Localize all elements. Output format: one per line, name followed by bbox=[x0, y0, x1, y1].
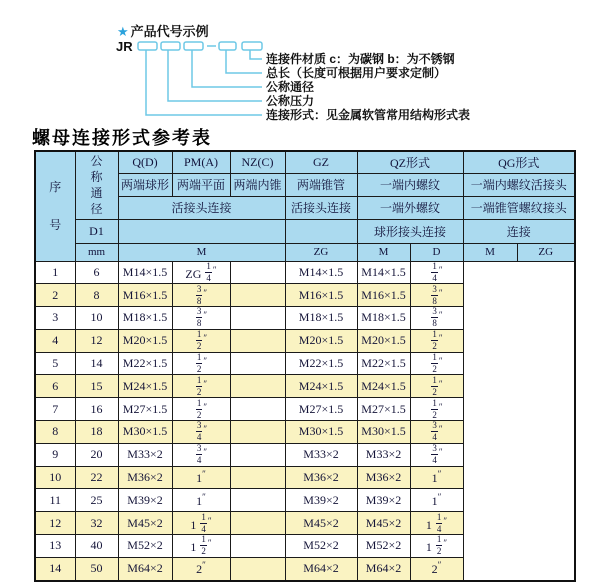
qz-d-cell: M22×1.5 bbox=[285, 352, 357, 375]
table-row bbox=[35, 512, 575, 535]
header-m-wide: M bbox=[118, 243, 285, 261]
qg-m-cell: M30×1.5 bbox=[357, 421, 410, 444]
gz-cell: $\frac{3}{8}$ ″ bbox=[172, 307, 230, 330]
product-code-legend bbox=[117, 21, 209, 40]
table-header bbox=[35, 151, 575, 261]
seq-cell: 3 bbox=[35, 307, 75, 330]
dn-cell: 50 bbox=[75, 557, 118, 580]
qg-m-cell: M36×2 bbox=[357, 466, 410, 489]
header-col-pm: PM(A) bbox=[172, 151, 230, 173]
gz-cell: 1 $\frac{1}{2}$ ″ bbox=[172, 535, 230, 558]
gz-cell: $\frac{1}{2}$ ″ bbox=[172, 329, 230, 352]
gz-cell: $\frac{3}{4}$ ″ bbox=[172, 421, 230, 444]
qg-zg-cell: $\frac{3}{4}$ ″ bbox=[410, 421, 463, 444]
seq-cell: 6 bbox=[35, 375, 75, 398]
header-col-nz: NZ(C) bbox=[230, 151, 285, 173]
gz-cell: $\frac{1}{2}$ ″ bbox=[172, 352, 230, 375]
m-cell: M18×1.5 bbox=[118, 307, 172, 330]
table-title: 螺母连接形式参考表 bbox=[32, 128, 212, 148]
code-prefix: JR bbox=[116, 39, 133, 54]
dn-cell: 20 bbox=[75, 443, 118, 466]
qg-zg-cell: 1 $\frac{1}{4}$ ″ bbox=[410, 512, 463, 535]
table-row bbox=[35, 284, 575, 307]
table-row bbox=[35, 443, 575, 466]
qz-d-cell: M30×1.5 bbox=[285, 421, 357, 444]
seq-cell: 8 bbox=[35, 421, 75, 444]
qg-zg-cell: $\frac{1}{2}$ ″ bbox=[410, 398, 463, 421]
header-col-q: Q(D) bbox=[118, 151, 172, 173]
m-cell: M22×1.5 bbox=[118, 352, 172, 375]
m-cell: M33×2 bbox=[118, 443, 172, 466]
qg-m-cell: M24×1.5 bbox=[357, 375, 410, 398]
dn-cell: 8 bbox=[75, 284, 118, 307]
qg-m-cell: M52×2 bbox=[357, 535, 410, 558]
qz-d-cell: M14×1.5 bbox=[285, 261, 357, 284]
connector-line bbox=[250, 50, 262, 59]
qz-m-cell bbox=[230, 557, 285, 580]
dn-cell: 15 bbox=[75, 375, 118, 398]
qz-d-cell: M36×2 bbox=[285, 466, 357, 489]
qz-d-cell: M39×2 bbox=[285, 489, 357, 512]
seq-cell: 10 bbox=[35, 466, 75, 489]
label-nominal-pressure: 公称压力 bbox=[266, 94, 315, 108]
label-total-length: 总长（长度可根据用户要求定制） bbox=[266, 66, 447, 80]
m-cell: M52×2 bbox=[118, 535, 172, 558]
qz-d-cell: M45×2 bbox=[285, 512, 357, 535]
m-cell: M20×1.5 bbox=[118, 329, 172, 352]
qg-m-cell: M33×2 bbox=[357, 443, 410, 466]
gz-cell: 1″ bbox=[172, 489, 230, 512]
header-sub-nz: 两端内锥 bbox=[230, 173, 285, 196]
table-row bbox=[35, 375, 575, 398]
code-box bbox=[161, 42, 180, 50]
dn-cell: 14 bbox=[75, 352, 118, 375]
qg-m-cell: M16×1.5 bbox=[357, 284, 410, 307]
qz-m-cell bbox=[230, 443, 285, 466]
qz-m-cell bbox=[230, 307, 285, 330]
qg-m-cell: M64×2 bbox=[357, 557, 410, 580]
qz-d-cell: M33×2 bbox=[285, 443, 357, 466]
header-qg-m: M bbox=[463, 243, 517, 261]
qz-m-cell bbox=[230, 398, 285, 421]
table-row bbox=[35, 421, 575, 444]
table-row bbox=[35, 489, 575, 512]
header-union-connect-gz: 活接头连接 bbox=[285, 196, 357, 219]
gz-cell: 1 $\frac{1}{4}$ ″ bbox=[172, 512, 230, 535]
seq-cell: 2 bbox=[35, 284, 75, 307]
table-row bbox=[35, 557, 575, 580]
header-qz-row4: 球形接头连接 bbox=[357, 219, 463, 243]
qg-zg-cell: 2″ bbox=[410, 557, 463, 580]
table-row bbox=[35, 329, 575, 352]
qz-m-cell bbox=[230, 329, 285, 352]
gz-cell: $\frac{3}{8}$ ″ bbox=[172, 284, 230, 307]
seq-cell: 4 bbox=[35, 329, 75, 352]
dn-cell: 18 bbox=[75, 421, 118, 444]
qz-d-cell: M16×1.5 bbox=[285, 284, 357, 307]
qz-m-cell bbox=[230, 535, 285, 558]
qg-zg-cell: $\frac{3}{8}$ ″ bbox=[410, 307, 463, 330]
qg-m-cell: M20×1.5 bbox=[357, 329, 410, 352]
dn-cell: 25 bbox=[75, 489, 118, 512]
connector-line bbox=[146, 50, 262, 115]
m-cell: M27×1.5 bbox=[118, 398, 172, 421]
header-d1: D1 bbox=[75, 219, 118, 243]
star-icon: ★ bbox=[117, 24, 129, 39]
qg-zg-cell: 1″ bbox=[410, 466, 463, 489]
dn-cell: 16 bbox=[75, 398, 118, 421]
qz-d-cell: M52×2 bbox=[285, 535, 357, 558]
qg-m-cell: M18×1.5 bbox=[357, 307, 410, 330]
table-body bbox=[35, 261, 575, 581]
header-mm: mm bbox=[75, 243, 118, 261]
connector-line bbox=[192, 50, 262, 87]
header-sub-q: 两端球形 bbox=[118, 173, 172, 196]
gz-cell: 2″ bbox=[172, 557, 230, 580]
m-cell: M45×2 bbox=[118, 512, 172, 535]
qg-m-cell: M22×1.5 bbox=[357, 352, 410, 375]
table-row bbox=[35, 261, 575, 284]
seq-cell: 1 bbox=[35, 261, 75, 284]
qg-m-cell: M27×1.5 bbox=[357, 398, 410, 421]
header-union-connect: 活接头连接 bbox=[118, 196, 285, 219]
qz-d-cell: M18×1.5 bbox=[285, 307, 357, 330]
header-col-gz: GZ bbox=[285, 151, 357, 173]
m-cell: M64×2 bbox=[118, 557, 172, 580]
qz-m-cell bbox=[230, 489, 285, 512]
label-connector-material: 连接件材质 c：为碳钢 b：为不锈钢 bbox=[266, 52, 455, 66]
qz-m-cell bbox=[230, 261, 285, 284]
code-box bbox=[184, 42, 203, 50]
connector-line bbox=[226, 50, 262, 73]
header-qg-row3: 一端锥管螺纹接头 bbox=[463, 196, 575, 219]
m-cell: M16×1.5 bbox=[118, 284, 172, 307]
gz-cell: 1″ bbox=[172, 466, 230, 489]
seq-cell: 11 bbox=[35, 489, 75, 512]
header-empty-mid bbox=[118, 219, 285, 243]
qg-zg-cell: 1″ bbox=[410, 489, 463, 512]
gz-cell: $\frac{1}{2}$ ″ bbox=[172, 375, 230, 398]
qz-m-cell bbox=[230, 352, 285, 375]
header-sub-qg: 一端内螺纹活接头 bbox=[463, 173, 575, 196]
m-cell: M24×1.5 bbox=[118, 375, 172, 398]
header-sub-pm: 两端平面 bbox=[172, 173, 230, 196]
connector-line bbox=[168, 50, 262, 101]
qg-m-cell: M39×2 bbox=[357, 489, 410, 512]
qg-zg-cell: $\frac{1}{2}$ ″ bbox=[410, 375, 463, 398]
dn-cell: 32 bbox=[75, 512, 118, 535]
seq-cell: 13 bbox=[35, 535, 75, 558]
qz-d-cell: M27×1.5 bbox=[285, 398, 357, 421]
header-sub-gz: 两端锥管 bbox=[285, 173, 357, 196]
seq-cell: 14 bbox=[35, 557, 75, 580]
qz-d-cell: M24×1.5 bbox=[285, 375, 357, 398]
qg-m-cell: M45×2 bbox=[357, 512, 410, 535]
label-connection-form: 连接形式：见金属软管常用结构形式表 bbox=[266, 108, 471, 122]
m-cell: M14×1.5 bbox=[118, 261, 172, 284]
header-qg-zg: ZG bbox=[517, 243, 575, 261]
legend-title: 产品代号示例 bbox=[130, 24, 209, 39]
gz-cell: ZG $\frac{1}{4}$ ″ bbox=[172, 261, 230, 284]
qg-m-cell: M14×1.5 bbox=[357, 261, 410, 284]
seq-cell: 5 bbox=[35, 352, 75, 375]
qg-zg-cell: $\frac{3}{8}$ ″ bbox=[410, 284, 463, 307]
qg-zg-cell: 1 $\frac{1}{2}$ ″ bbox=[410, 535, 463, 558]
gz-cell: $\frac{1}{2}$ ″ bbox=[172, 398, 230, 421]
qz-m-cell bbox=[230, 421, 285, 444]
table-row bbox=[35, 535, 575, 558]
qg-zg-cell: $\frac{1}{2}$ ″ bbox=[410, 352, 463, 375]
seq-cell: 9 bbox=[35, 443, 75, 466]
header-qg-row4: 连接 bbox=[463, 219, 575, 243]
header-qz-m: M bbox=[357, 243, 410, 261]
qz-d-cell: M20×1.5 bbox=[285, 329, 357, 352]
m-cell: M36×2 bbox=[118, 466, 172, 489]
m-cell: M39×2 bbox=[118, 489, 172, 512]
qz-m-cell bbox=[230, 512, 285, 535]
dn-cell: 22 bbox=[75, 466, 118, 489]
code-box bbox=[138, 42, 157, 50]
table-row bbox=[35, 307, 575, 330]
m-cell: M30×1.5 bbox=[118, 421, 172, 444]
dn-cell: 40 bbox=[75, 535, 118, 558]
header-gz-unit: ZG bbox=[285, 243, 357, 261]
dn-cell: 12 bbox=[75, 329, 118, 352]
header-col-qz: QZ形式 bbox=[357, 151, 463, 173]
qg-zg-cell: $\frac{1}{4}$ ″ bbox=[410, 261, 463, 284]
seq-cell: 7 bbox=[35, 398, 75, 421]
qz-d-cell: M64×2 bbox=[285, 557, 357, 580]
code-box bbox=[219, 42, 236, 50]
label-nominal-diameter: 公称通径 bbox=[266, 80, 315, 94]
gz-cell: $\frac{3}{4}$ ″ bbox=[172, 443, 230, 466]
qz-m-cell bbox=[230, 466, 285, 489]
code-box bbox=[242, 42, 262, 50]
dn-cell: 6 bbox=[75, 261, 118, 284]
table-row bbox=[35, 398, 575, 421]
qg-zg-cell: $\frac{3}{4}$ ″ bbox=[410, 443, 463, 466]
table-row bbox=[35, 466, 575, 489]
header-qz-row3: 一端外螺纹 bbox=[357, 196, 463, 219]
header-seq: 序 号 bbox=[35, 151, 75, 261]
qz-m-cell bbox=[230, 375, 285, 398]
nut-connection-table bbox=[34, 150, 576, 582]
header-sub-qz: 一端内螺纹 bbox=[357, 173, 463, 196]
dn-cell: 10 bbox=[75, 307, 118, 330]
header-nominal-diameter: 公 称 通 径 bbox=[75, 151, 118, 219]
header-empty-gz bbox=[285, 219, 357, 243]
qg-zg-cell: $\frac{1}{2}$ ″ bbox=[410, 329, 463, 352]
table-row bbox=[35, 352, 575, 375]
qz-m-cell bbox=[230, 284, 285, 307]
header-qz-d: D bbox=[410, 243, 463, 261]
header-col-qg: QG形式 bbox=[463, 151, 575, 173]
seq-cell: 12 bbox=[35, 512, 75, 535]
